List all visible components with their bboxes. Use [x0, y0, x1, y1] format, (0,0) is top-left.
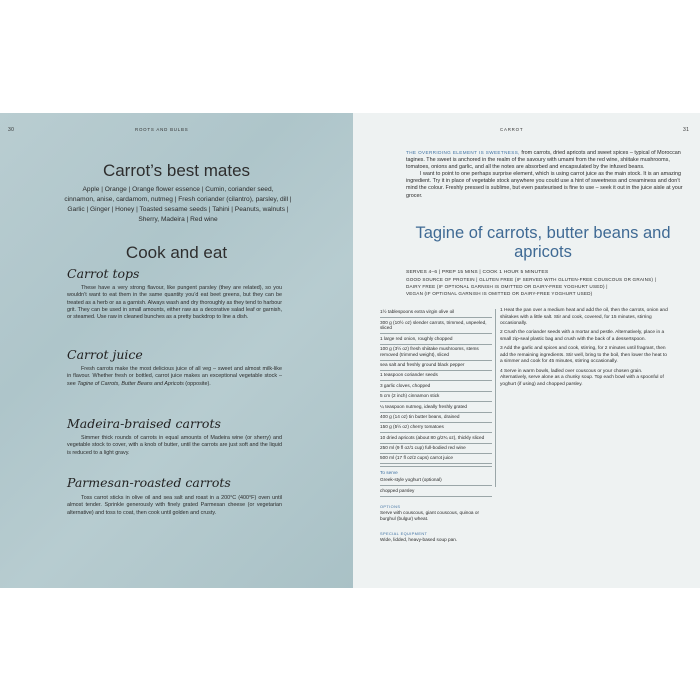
- cook-heading: Cook and eat: [125, 243, 228, 262]
- intro-p1-text: from carrots, dried apricots and sweet spices – typical of Moroccan tagines. The sweet is anchored in the realm of the savoury with umami from the red wine, shiitake mushrooms, tomatoes, onions and garlic, and all the notes are absorbed and encapsulated by the infused beans.: [406, 150, 681, 171]
- section-title-carrot-tops: Carrot tops: [67, 266, 140, 281]
- section-title-parmesan-carrots: Parmesan-roasted carrots: [67, 475, 231, 490]
- right-page-number: 31: [683, 127, 690, 133]
- meta-dietary-3: VEGAN (IF OPTIONAL GARNISH IS OMITTED OR DAIRY-FREE YOGHURT USED): [406, 291, 593, 296]
- juice-text: Fresh carrots make the most delicious juice of all veg – sweet and almost milk-like in flavour. Whether fresh or bottled, carrot juice makes an exceptional vegetable stock – see: [67, 366, 282, 387]
- mates-line: Apple | Orange | Orange flower essence | Cumin, coriander seed,: [82, 186, 274, 193]
- mates-line: Sherry, Madeira | Red wine: [138, 216, 218, 223]
- meta-dietary-2: DAIRY FREE (IF OPTIONAL GARNISH IS OMITTED OR DAIRY-FREE YOGHURT USED) |: [406, 284, 608, 289]
- ingredient-row: 100 g (3½ oz) fresh shiitake mushrooms, stems removed (trimmed weight), sliced: [380, 345, 492, 361]
- right-running-head: CARROT: [500, 127, 524, 132]
- ingredient-row: 1 large red onion, roughly chopped: [380, 334, 492, 344]
- book-spread: [0, 113, 700, 588]
- intro-lead-in: THE OVERRIDING ELEMENT IS SWEETNESS,: [406, 150, 520, 155]
- ingredient-row: 300 g (10½ oz) slender carrots, trimmed, unpeeled, sliced: [380, 318, 492, 334]
- method-steps: [500, 308, 670, 391]
- ingredient-row: sea salt and freshly ground black pepper: [380, 361, 492, 371]
- intro-paragraph-1: [406, 149, 689, 171]
- ingredient-row: 500 ml (17 fl oz/2 cups) carrot juice: [380, 454, 492, 464]
- mates-line: Garlic | Ginger | Honey | Toasted sesame seeds | Tahini | Peanuts, walnuts |: [67, 206, 289, 213]
- section-title-madeira-carrots: Madeira-braised carrots: [67, 416, 221, 431]
- juice-recipe-ref: Tagine of Carrots, Butter Beans and Apricots: [77, 380, 184, 387]
- ingredient-row: 10 dried apricots (about 80 g/2¾ oz), thickly sliced: [380, 433, 492, 443]
- ingredient-row: 1 teaspoon coriander seeds: [380, 371, 492, 381]
- meta-dietary-1: GOOD SOURCE OF PROTEIN | GLUTEN FREE (IF SERVED WITH GLUTEN-FREE COUSCOUS OR GRAINS) |: [406, 277, 656, 282]
- options-text: Serve with couscous, giant couscous, quinoa or burghul (bulgur) wheat.: [380, 510, 480, 521]
- recipe-meta: [406, 269, 686, 297]
- left-page-number: 30: [8, 127, 15, 133]
- mates-heading: Carrot’s best mates: [102, 161, 251, 180]
- equipment-text: Wide, lidded, heavy-based soup pan.: [380, 537, 458, 543]
- ingredient-row: 150 g (5½ oz) cherry tomatoes: [380, 423, 492, 433]
- section-body-carrot-juice: [67, 366, 282, 388]
- intro-text: [406, 149, 689, 200]
- left-running-head: ROOTS AND BULBS: [135, 127, 189, 132]
- method-step-3: 3 Add the garlic and spices and cook, stirring, for 2 minutes until fragrant, then add the remaining ingredients. Stir well, bring to the boil, then lower the heat to a simmer and cook for 45 minutes, stirring occasionally.: [500, 346, 667, 365]
- method-step-4: 4 Serve in warm bowls, ladled over couscous or your chosen grain. Alternatively, serve alone as a chunky soup. Top each bowl with a spoonful of yoghurt (if using) and chopped parsley.: [500, 368, 664, 387]
- right-page: [353, 113, 700, 588]
- method-step-2: 2 Crush the coriander seeds with a mortar and pestle. Alternatively, place in a small zip-seal plastic bag and crush with the back of a dessertspoon.: [500, 330, 665, 342]
- juice-text-end: (opposite).: [183, 380, 211, 387]
- ingredient-row: 5 cm (2 inch) cinnamon stick: [380, 392, 492, 402]
- recipe-title: Tagine of carrots, butter beans and apricots: [415, 224, 671, 261]
- meta-serves: SERVES 4–6 | PREP 15 MINS | COOK 1 HOUR 5 MINUTES: [406, 270, 549, 275]
- options-label: OPTIONS: [380, 503, 401, 509]
- ingredient-row: 1½ tablespoons extra virgin olive oil: [380, 308, 492, 318]
- equipment-label: SPECIAL EQUIPMENT: [380, 530, 428, 536]
- section-body-madeira-carrots: Simmer thick rounds of carrots in equal amounts of Madeira wine (or sherry) and vegetable stock to cover, with a knob of butter, until the carrots are just soft and the liquid is reduced to a light gravy.: [67, 435, 282, 456]
- intro-paragraph-2: I want to point to one perhaps surprise element, which is using carrot juice as the main stock. It is an amazing ingredient. Try it in place of vegetable stock anywhere you could use a hint of sweetness and creaminess and don’t mind the colour. Freshly pressed is sublime, but even pasteurised is fine to use – seek it out in the juice aisle at your grocer.: [406, 171, 683, 199]
- column-divider: [495, 309, 496, 487]
- left-page: [0, 113, 353, 588]
- ingredient-row: ¼ teaspoon nutmeg, ideally freshly grated: [380, 402, 492, 412]
- ingredients-list: [380, 308, 492, 545]
- ingredient-row: 3 garlic cloves, chopped: [380, 381, 492, 391]
- mates-list: [50, 185, 306, 225]
- to-serve-label: To serve: [380, 466, 492, 476]
- section-body-parmesan-carrots: Toss carrot sticks in olive oil and sea salt and roast in a 200°C (400°F) oven until almost tender. Sprinkle generously with finely grated Parmesan cheese (or vegetarian alternative) and toss to coat, then cook until golden and crusty.: [67, 495, 282, 516]
- serve-row: Greek-style yoghurt (optional): [380, 476, 492, 486]
- serve-row: chopped parsley: [380, 486, 492, 496]
- section-body-carrot-tops: These have a very strong flavour, like pungent parsley (they are related), so you wouldn’t want to eat them in the same quantity you’d eat beet greens, but they can be treated as a herb or as a garnish. Always wash and dry thoroughly as they tend to harbour grit. They can be used in small amounts, either raw as a decorative salad leaf or garnish, or steamed. Use raw in cleaned bunches as a pretty backdrop to line a dish.: [67, 285, 282, 321]
- ingredient-row: 250 ml (9 fl oz/1 cup) full-bodied red wine: [380, 444, 492, 454]
- section-title-carrot-juice: Carrot juice: [67, 347, 143, 362]
- mates-line: cinnamon, anise, cardamom, nutmeg | Fresh coriander (cilantro), parsley, dill |: [64, 196, 292, 203]
- ingredient-row: 400 g (14 oz) tin butter beans, drained: [380, 413, 492, 423]
- method-step-1: 1 Heat the pan over a medium heat and add the oil, then the carrots, onion and shiitakes with a little salt. Stir and cook, covered, for 15 minutes, stirring occasionally.: [500, 308, 668, 327]
